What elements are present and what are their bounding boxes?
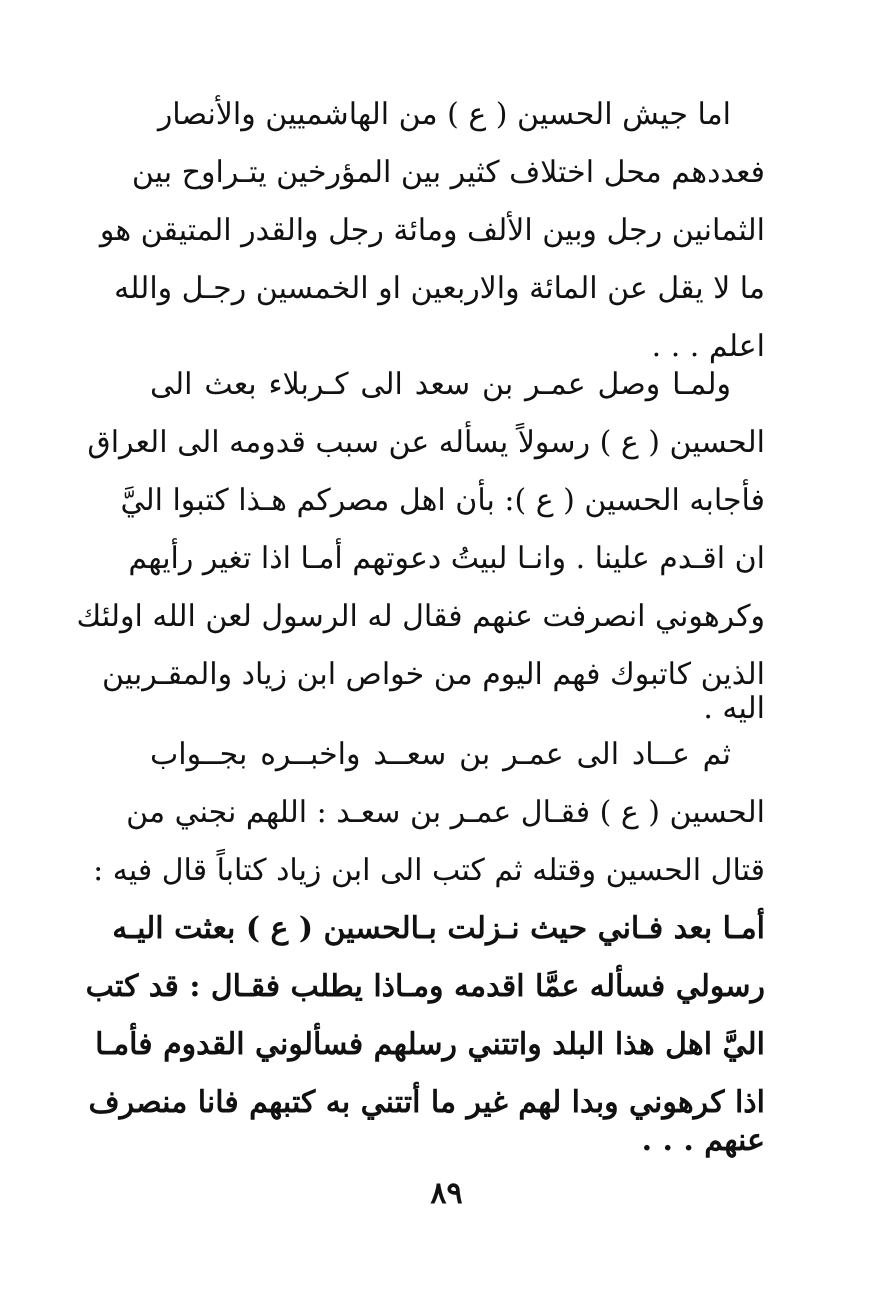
text-line: قتال الحسين وقتله ثم كتب الى ابن زياد كتاباً قال فيه :	[93, 853, 765, 888]
text-line: عنهم . . .	[641, 1123, 765, 1158]
text-line: اليَّ اهل هذا البلد واتتني رسلهم فسألوني القدوم فأمـا	[95, 1027, 765, 1062]
text-line: ولمـا وصل عمـر بن سعد الى كـربلاء بعث الى	[150, 367, 731, 402]
text-line: أمـا بعد فـاني حيث نـزلت بـالحسين ( ع ) بعثت اليـه	[112, 911, 765, 946]
text-line: اعلم . . .	[651, 329, 765, 364]
text-line: الذين كاتبوك فهم اليوم من خواص ابن زياد والمقـربين	[102, 657, 765, 692]
text-line: فأجابه الحسين ( ع ): بأن اهل مصركم هـذا كتبوا اليَّ	[120, 483, 765, 518]
text-line: رسولي فسأله عمَّا اقدمه ومـاذا يطلب فقـال : قد كتب	[85, 969, 765, 1004]
text-line: اليه .	[703, 691, 765, 726]
text-line: ان اقـدم علينا . وانـا لبيتُ دعوتهم أمـا اذا تغير رأيهم	[128, 541, 765, 576]
page-number: ٨٩	[430, 1176, 463, 1211]
text-line: ثم عــاد الى عمـر بن سعــد واخبــره بجــواب	[150, 737, 731, 772]
text-line: وكرهوني انصرفت عنهم فقال له الرسول لعن الله اولئك	[76, 599, 765, 634]
text-line: الحسين ( ع ) رسولاً يسأله عن سبب قدومه الى العراق	[87, 425, 765, 460]
text-line: فعددهم محل اختلاف كثير بين المؤرخين يتـراوح بين	[131, 155, 765, 190]
text-line: اما جيش الحسين ( ع ) من الهاشميين والأنصار	[157, 97, 731, 132]
text-line: الحسين ( ع ) فقـال عمـر بن سعـد : اللهم نجني من	[126, 795, 765, 830]
text-line: اذا كرهوني وبدا لهم غير ما أتتني به كتبهم فانا منصرف	[88, 1085, 765, 1120]
text-line: ما لا يقل عن المائة والاربعين او الخمسين رجـل والله	[114, 271, 765, 306]
text-line: الثمانين رجل وبين الألف ومائة رجل والقدر المتيقن هو	[99, 213, 765, 248]
